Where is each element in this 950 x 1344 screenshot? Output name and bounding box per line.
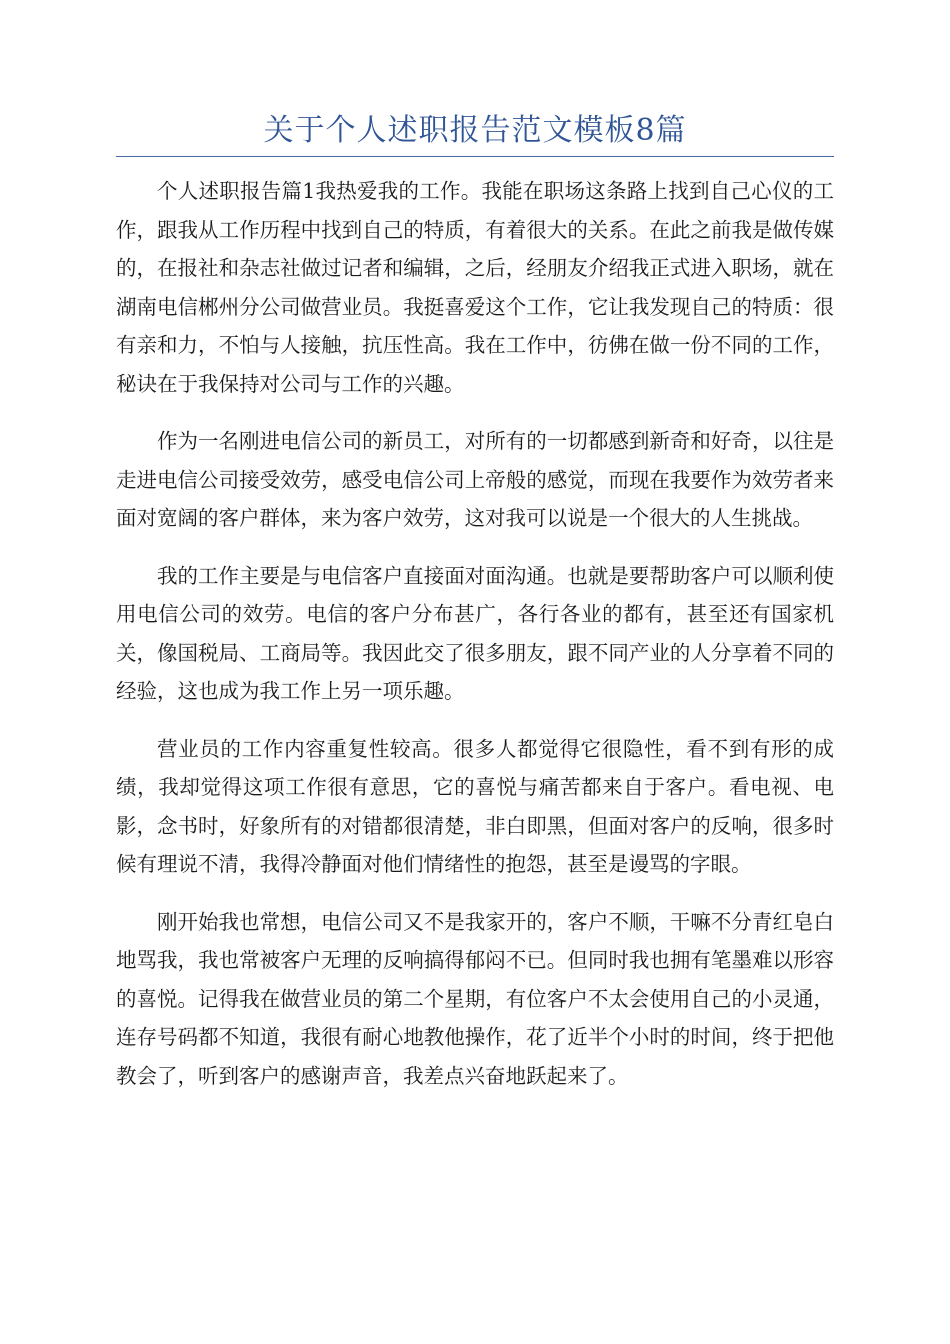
paragraph-5: 刚开始我也常想，电信公司又不是我家开的，客户不顺，干嘛不分青红皂白地骂我，我也常被客户无理的反响搞得郁闷不已。但同时我也拥有笔墨难以形容的喜悦。记得我在做营业员的第二个星期，有位客户不太会使用自己的小灵通，连存号码都不知道，我很有耐心地教他操作，花了近半个小时的时间，终于把他教会了，听到客户的感谢声音，我差点兴奋地跃起来了。 [116,909,834,1088]
title-block [116,108,834,157]
paragraph-4: 营业员的工作内容重复性较高。很多人都觉得它很隐性，看不到有形的成绩，我却觉得这项工作很有意思，它的喜悦与痛苦都来自于客户。看电视、电影，念书时，好象所有的对错都很清楚，非白即黑，但面对客户的反响，很多时候有理说不清，我得冷静面对他们情绪性的抱怨，甚至是谩骂的字眼。 [116,736,834,876]
paragraph-1: 个人述职报告篇1我热爱我的工作。我能在职场这条路上找到自己心仪的工作，跟我从工作历程中找到自己的特质，有着很大的关系。在此之前我是做传媒的，在报社和杂志社做过记者和编辑，之后，经朋友介绍我正式进入职场，就在湖南电信郴州分公司做营业员。我挺喜爱这个工作，它让我发现自己的特质：很有亲和力，不怕与人接触，抗压性高。我在工作中，彷佛在做一份不同的工作，秘诀在于我保持对公司与工作的兴趣。 [116,179,834,396]
document-title: 关于个人述职报告范文模板8篇 [263,113,687,148]
paragraph-2: 作为一名刚进电信公司的新员工，对所有的一切都感到新奇和好奇，以往是走进电信公司接受效劳，感受电信公司上帝般的感觉，而现在我要作为效劳者来面对宽阔的客户群体，来为客户效劳，这对我可以说是一个很大的人生挑战。 [116,429,834,530]
document-body [116,172,834,1114]
paragraph-3: 我的工作主要是与电信客户直接面对面沟通。也就是要帮助客户可以顺利使用电信公司的效劳。电信的客户分布甚广，各行各业的都有，甚至还有国家机关，像国税局、工商局等。我因此交了很多朋友，跟不同产业的人分享着不同的经验，这也成为我工作上另一项乐趣。 [116,563,834,703]
